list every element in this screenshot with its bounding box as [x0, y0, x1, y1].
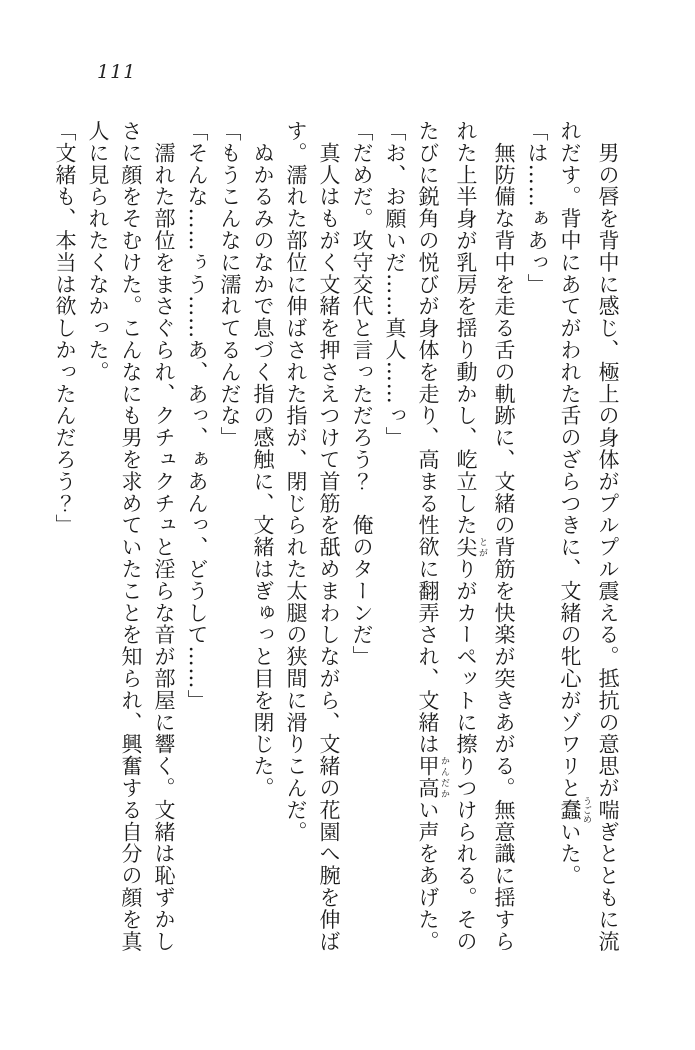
- ruby-annotated-word: 甲高 かんだか: [416, 755, 449, 799]
- text-line: れだす。背中にあてがわれた舌のざらつきに、文緒の牝心がゾワリと蠢 うごめいた。: [558, 120, 591, 887]
- page-number: 111: [97, 61, 137, 83]
- text-line: 人に見られたくなかった。: [86, 120, 110, 383]
- text-block: [53, 120, 624, 954]
- text-line: 「そんな……ぅう……あ、あっ、ぁあんっ、どうして……」: [185, 120, 209, 712]
- text-line: れた上半身が乳房を揺り動かし、屹立した尖 とがりがカーペットに擦りつけられる。その: [454, 120, 487, 953]
- text-line: 濡れた部位をまさぐられ、クチュクチュと淫らな音が部屋に響く。文緒は恥ずかし: [152, 120, 176, 953]
- text-line: 「お、お願いだ……真人……っ」: [383, 120, 407, 449]
- text-line: さに顔をそむけた。こんなにも男を求めていたことを知られ、興奮する自分の顔を真: [119, 120, 143, 953]
- text-line: ぬかるみのなかで息づく指の感触に、文緒はぎゅっと目を閉じた。: [251, 120, 275, 799]
- text-line: 「文緒も、本当は欲しかったんだろう？」: [53, 120, 77, 537]
- ruby-annotated-word: 蠢 うごめ: [558, 796, 591, 824]
- text-line: 「だめだ。攻守交代と言っただろう？ 俺のターンだ」: [350, 120, 374, 668]
- ruby-annotated-word: 尖 とが: [454, 536, 487, 559]
- text-line: たびに鋭角の悦びが身体を走り、高まる性欲に翻弄され、文緒は甲高 かんだかい声をあげた。: [416, 120, 449, 953]
- text-line: 「は……ぁあっ」: [525, 120, 549, 296]
- text-line: 無防備な背中を走る舌の軌跡に、文緒の背筋を快楽が突きあがる。無意識に揺すら: [492, 120, 516, 953]
- text-line: 男の唇を背中に感じ、極上の身体がプルプル震える。抵抗の意思が喘ぎとともに流: [596, 120, 620, 953]
- text-line: 真人はもがく文緒を押さえつけて首筋を舐めまわしながら、文緒の花園へ腕を伸ば: [317, 120, 341, 953]
- text-line: 「もうこんなに濡れてるんだな」: [218, 120, 242, 449]
- text-line: す。濡れた部位に伸ばされた指が、閉じられた太腿の狭間に滑りこんだ。: [284, 120, 308, 843]
